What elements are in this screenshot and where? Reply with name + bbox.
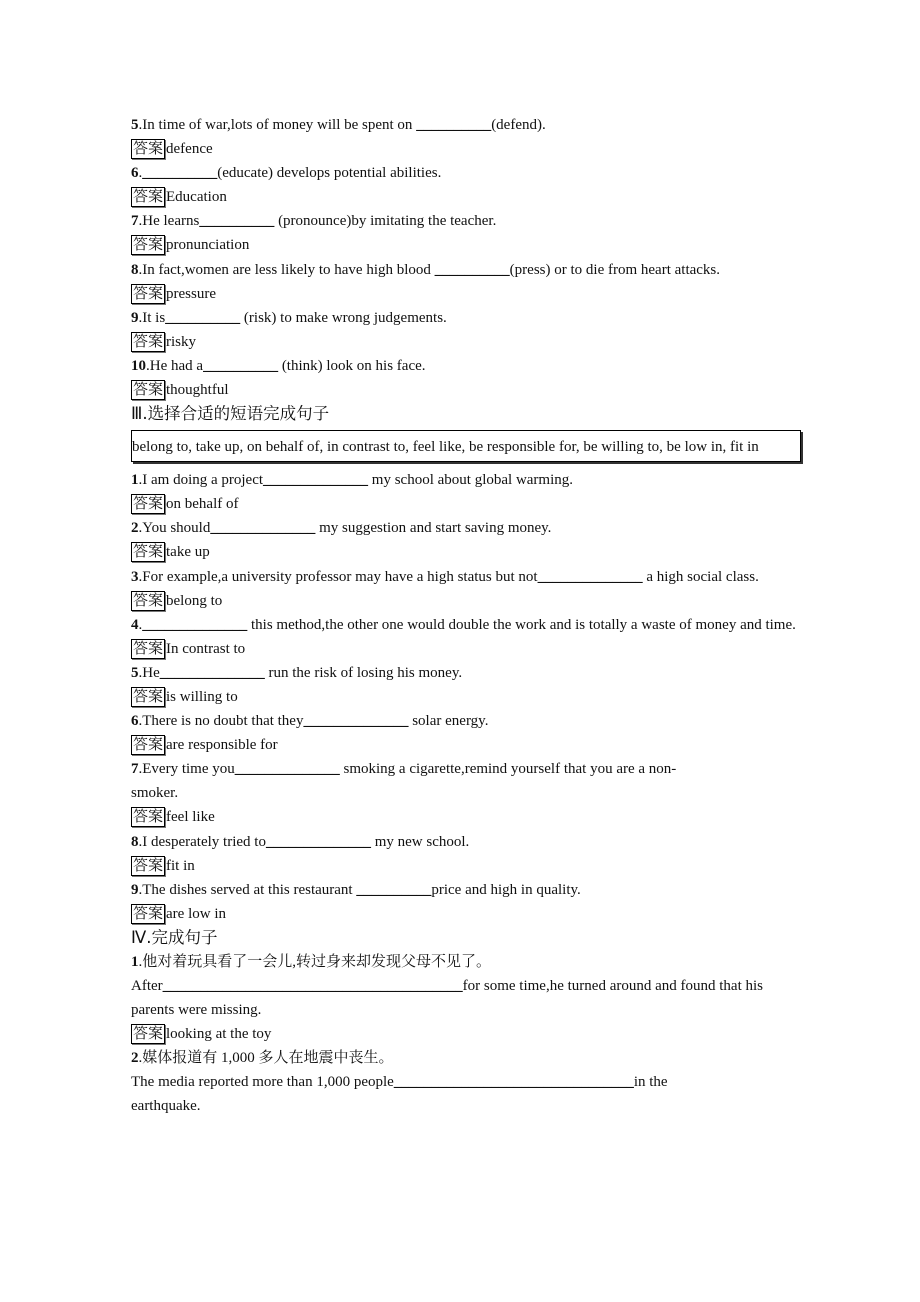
- worksheet-page: [131, 113, 801, 1119]
- answer-line: 答案 is willing to: [133, 688, 238, 705]
- chinese-prompt: 2.媒体报道有 1,000 多人在地震中丧生。: [131, 1050, 394, 1067]
- section-title: Ⅳ.完成句子: [131, 927, 218, 947]
- answer-tag: 答案: [133, 237, 164, 254]
- question-item: 5.In time of war,lots of money will be spent on __________(defend).: [131, 117, 546, 133]
- answer-line: 答案 are responsible for: [133, 737, 278, 754]
- answer-line: 答案 Education: [133, 189, 227, 206]
- question-item: 6.There is no doubt that they______________ solar energy.: [131, 713, 489, 730]
- part2-items: [131, 113, 801, 402]
- answer-line: 答案 risky: [133, 333, 197, 350]
- question-item: 8.In fact,women are less likely to have high blood __________(press) or to die from heart attacks.: [131, 261, 721, 278]
- answer-line: 答案 are low in: [133, 905, 226, 922]
- question-item: The media reported more than 1,000 people________________________________in the earthquake.: [131, 1074, 668, 1115]
- section-title: Ⅲ.选择合适的短语完成句子: [131, 404, 330, 424]
- question-item: 7.Every time you______________ smoking a cigarette,remind yourself that you are a non-smoker.: [131, 761, 677, 802]
- answer-line: 答案 take up: [133, 544, 210, 561]
- answer-line: 答案 feel like: [133, 809, 215, 826]
- answer-tag: 答案: [133, 141, 164, 158]
- part4-items: [131, 950, 801, 1119]
- answer-line: 答案 In contrast to: [133, 640, 246, 657]
- phrase-box: belong to, take up, on behalf of, in contrast to, feel like, be responsible for, be willing to, be low in, fit in: [131, 430, 801, 462]
- question-item: 3.For example,a university professor may have a high status but not______________ a high social class.: [131, 568, 759, 585]
- answer-line: 答案 pressure: [133, 285, 216, 302]
- question-item: 5.He______________ run the risk of losing his money.: [131, 664, 463, 681]
- question-item: 4.______________ this method,the other one would double the work and is totally a waste of money and time.: [131, 616, 796, 633]
- part3-items: [131, 468, 801, 926]
- answer-line: 答案 looking at the toy: [133, 1026, 272, 1043]
- question-item: 7.He learns__________ (pronounce)by imitating the teacher.: [131, 213, 497, 230]
- answer-tag: 答案: [133, 496, 164, 513]
- question-item: 10.He had a__________ (think) look on his face.: [131, 357, 426, 374]
- question-item: 6.__________(educate) develops potential abilities.: [131, 165, 442, 182]
- answer-line: 答案 defence: [133, 141, 213, 158]
- answer-tag: 答案: [133, 382, 164, 399]
- question-item: After________________________________________for some time,he turned around and found that his parents were missing.: [131, 978, 764, 1019]
- answer-tag: 答案: [133, 189, 164, 206]
- answer-tag: 答案: [133, 1026, 164, 1043]
- answer-line: 答案 on behalf of: [133, 496, 239, 513]
- answer-tag: 答案: [133, 688, 164, 705]
- answer-tag: 答案: [133, 809, 164, 826]
- answer-tag: 答案: [133, 857, 164, 874]
- chinese-prompt: 1.他对着玩具看了一会儿,转过身来却发现父母不见了。: [131, 953, 492, 970]
- question-item: 8.I desperately tried to______________ my new school.: [131, 833, 470, 850]
- answer-tag: 答案: [133, 285, 164, 302]
- answer-line: 答案 pronunciation: [133, 237, 250, 254]
- answer-line: 答案 thoughtful: [133, 382, 229, 399]
- answer-tag: 答案: [133, 592, 164, 609]
- answer-line: 答案 belong to: [133, 592, 223, 609]
- answer-tag: 答案: [133, 737, 164, 754]
- answer-tag: 答案: [133, 905, 164, 922]
- question-item: 9.The dishes served at this restaurant __________price and high in quality.: [131, 881, 581, 898]
- answer-tag: 答案: [133, 333, 164, 350]
- question-item: 2.You should______________ my suggestion and start saving money.: [131, 520, 552, 537]
- question-item: 9.It is__________ (risk) to make wrong judgements.: [131, 309, 447, 326]
- answer-tag: 答案: [133, 640, 164, 657]
- answer-line: 答案 fit in: [133, 857, 195, 874]
- question-item: 1.I am doing a project______________ my school about global warming.: [131, 472, 574, 489]
- answer-tag: 答案: [133, 544, 164, 561]
